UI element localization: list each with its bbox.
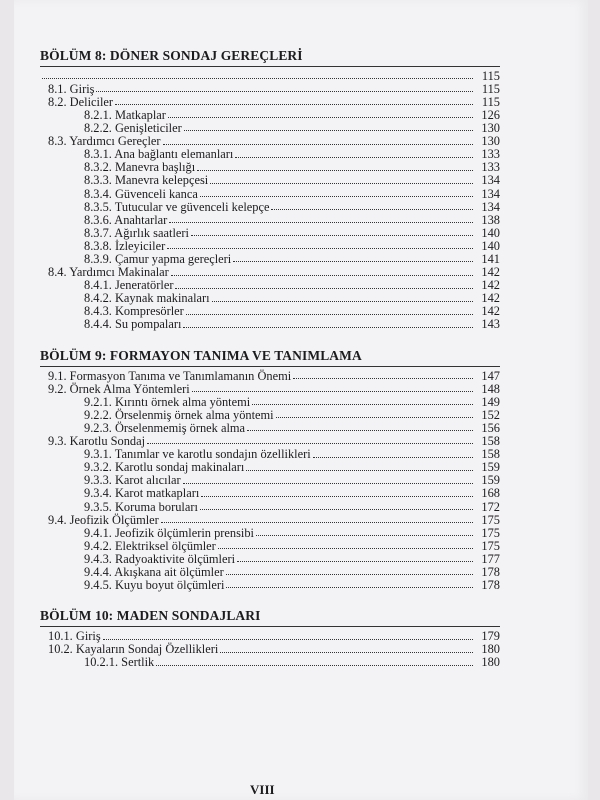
toc-entry (40, 643, 500, 656)
toc-entry-page: 142 (481, 304, 500, 319)
dot-leader (163, 143, 473, 145)
toc-entry (40, 279, 500, 292)
toc-entry-label: 9.2. Örnek Alma Yöntemleri (48, 381, 190, 396)
toc-entry-label: 9.1. Formasyon Tanıma ve Tanımlamanın Önemi (48, 368, 292, 383)
dot-leader (252, 403, 473, 405)
toc-entry (40, 513, 500, 526)
dot-leader (212, 300, 473, 302)
dot-leader (220, 651, 473, 653)
toc-entry-label: 8.3.3. Manevra kelepçesi (84, 173, 209, 188)
toc-entry-page: 180 (481, 655, 500, 670)
toc-entry-label: 9.3.2. Karotlu sondaj makinaları (84, 460, 245, 475)
toc-entry (40, 174, 500, 187)
toc-entry-page: 142 (481, 278, 500, 293)
toc-entry-label: 9.4.2. Elektriksel ölçümler (84, 538, 216, 553)
toc-entry-page: 178 (481, 564, 500, 579)
dot-leader (184, 129, 473, 131)
toc-entry-page: 140 (481, 225, 500, 240)
toc-entry (40, 578, 500, 591)
toc-entry (40, 500, 500, 513)
dot-leader (191, 234, 473, 236)
toc-entry (40, 305, 500, 318)
toc-entry-label: 9.4.3. Radyoaktivite ölçümleri (84, 551, 236, 566)
toc-entry (40, 95, 500, 108)
toc-entry (40, 108, 500, 121)
toc-entry-label: 9.2.2. Örselenmiş örnek alma yöntemi (84, 407, 274, 422)
toc-entry-label: 9.3.5. Koruma boruları (84, 499, 198, 514)
dot-leader (197, 169, 473, 171)
toc-entry (40, 148, 500, 161)
toc-entry-page: 175 (481, 512, 500, 527)
dot-leader (226, 573, 473, 575)
toc-entry-page: 126 (481, 107, 500, 122)
dot-leader (42, 77, 473, 79)
toc-entry-page: 152 (481, 407, 500, 422)
toc-entry-page: 130 (481, 121, 500, 136)
toc-entry (40, 552, 500, 565)
toc-entry-label: 8.4. Yardımcı Makinalar (48, 265, 169, 280)
book-page (14, 0, 588, 800)
dot-leader (96, 90, 473, 92)
dot-leader (313, 456, 473, 458)
dot-leader (200, 195, 473, 197)
toc-entry-label: 8.3.9. Çamur yapma gereçleri (84, 252, 232, 266)
toc-entry (40, 461, 500, 474)
dot-leader (271, 208, 473, 210)
toc-entry (40, 474, 500, 487)
toc-entry (40, 539, 500, 552)
toc-entry (40, 226, 500, 239)
toc-entry-page: 142 (481, 265, 500, 280)
dot-leader (169, 221, 473, 223)
toc-entry-label: 8.3.1. Ana bağlantı elemanları (84, 147, 234, 162)
dot-leader (156, 664, 473, 666)
dot-leader (186, 313, 473, 315)
dot-leader (167, 247, 473, 249)
chapter-heading: BÖLÜM 8: DÖNER SONDAJ GEREÇLERİ (40, 48, 303, 63)
dot-leader (293, 377, 473, 379)
toc-entry (40, 565, 500, 578)
toc-entry-page: 134 (481, 173, 500, 188)
dot-leader (226, 586, 473, 588)
toc-entry-label: 9.4.1. Jeofizik ölçümlerin prensibi (84, 525, 254, 540)
toc-entry (40, 200, 500, 213)
toc-entry-page: 115 (481, 81, 500, 96)
toc-entry-page: 115 (481, 68, 500, 83)
toc-entry (40, 395, 500, 408)
dot-leader (183, 326, 473, 328)
toc-entry (40, 82, 500, 95)
dot-leader (115, 103, 473, 105)
toc-entry (40, 369, 500, 382)
toc-entry-label: 9.3.1. Tanımlar ve karotlu sondajın özellikleri (84, 447, 311, 462)
toc-entry (40, 408, 500, 421)
toc-entry-label: 8.3.5. Tutucular ve güvenceli kelepçe (84, 199, 270, 214)
toc-entry-page: 177 (481, 551, 500, 566)
dot-leader (147, 442, 473, 444)
toc-entry (40, 421, 500, 434)
dot-leader (276, 416, 473, 418)
dot-leader (168, 116, 473, 118)
toc-entry-label: 8.4.3. Kompresörler (84, 304, 184, 319)
toc-entry-label: 9.4.5. Kuyu boyut ölçümleri (84, 578, 225, 593)
toc-entry-label: 9.3.4. Karot matkapları (84, 486, 200, 501)
toc-entry-page: 143 (481, 317, 500, 332)
toc-entry-page: 158 (481, 434, 500, 449)
toc-entry-page: 147 (481, 368, 500, 383)
toc-entry-page: 175 (481, 525, 500, 540)
toc-entry-page: 179 (481, 629, 500, 644)
toc-entry-label: 9.4. Jeofizik Ölçümler (48, 512, 159, 527)
table-of-contents (40, 48, 500, 669)
toc-entry (40, 69, 500, 82)
toc-entry-label: 8.3.7. Ağırlık saatleri (84, 225, 189, 240)
toc-entry-label: 8.2.2. Genişleticiler (84, 121, 182, 136)
toc-entry-label: 8.1. Giriş (48, 81, 95, 96)
toc-entry-page: 115 (481, 94, 500, 109)
toc-entry-page: 133 (481, 160, 500, 175)
toc-entry-page: 159 (481, 473, 500, 488)
dot-leader (218, 547, 473, 549)
toc-entry-page: 141 (481, 252, 500, 266)
toc-entry-label: 10.1. Giriş (48, 629, 101, 644)
toc-entry-label: 8.3.2. Manevra başlığı (84, 160, 196, 175)
dot-leader (175, 287, 473, 289)
toc-entry (40, 382, 500, 395)
toc-entry-page: 159 (481, 460, 500, 475)
toc-entry (40, 292, 500, 305)
dot-leader (103, 638, 473, 640)
dot-leader (256, 534, 473, 536)
toc-entry-page: 149 (481, 394, 500, 409)
toc-entry-label: 8.3.6. Anahtarlar (84, 212, 168, 227)
toc-entry-page: 172 (481, 499, 500, 514)
toc-entry (40, 187, 500, 200)
toc-entry-label: 8.3. Yardımcı Gereçler (48, 134, 161, 149)
chapter-heading: BÖLÜM 10: MADEN SONDAJLARI (40, 608, 261, 624)
dot-leader (201, 495, 473, 497)
toc-entry (40, 265, 500, 278)
toc-entry-label: 9.3.3. Karot alıcılar (84, 473, 181, 488)
toc-entry-page: 140 (481, 238, 500, 253)
toc-entry-page: 178 (481, 578, 500, 593)
toc-entry-label: 9.2.3. Örselenmemiş örnek alma (84, 420, 246, 435)
toc-entry (40, 447, 500, 460)
toc-entry-label: 8.2. Deliciler (48, 94, 114, 109)
dot-leader (233, 260, 473, 262)
toc-entry-page: 158 (481, 447, 500, 462)
dot-leader (237, 560, 473, 562)
chapter-heading: BÖLÜM 9: FORMAYON TANIMA VE TANIMLAMA (40, 347, 362, 363)
chapter-rule (40, 366, 500, 367)
dot-leader (210, 182, 473, 184)
dot-leader (235, 156, 473, 158)
toc-entry-label: 9.3. Karotlu Sondaj (48, 434, 146, 449)
toc-entry (40, 656, 500, 669)
dot-leader (246, 469, 473, 471)
toc-entry (40, 239, 500, 252)
toc-entry-label: 8.4.4. Su pompaları (84, 317, 182, 332)
toc-entry-page: 130 (481, 134, 500, 149)
toc-entry-page: 148 (481, 381, 500, 396)
toc-entry-label: 9.4.4. Akışkana ait ölçümler (84, 564, 224, 579)
chapter-rule (40, 626, 500, 627)
toc-entry-label: 8.2.1. Matkaplar (84, 107, 166, 122)
toc-entry (40, 434, 500, 447)
toc-entry (40, 487, 500, 500)
dot-leader (192, 390, 473, 392)
toc-entry-page: 180 (481, 642, 500, 657)
toc-entry (40, 121, 500, 134)
toc-entry-label: 9.2.1. Kırıntı örnek alma yöntemi (84, 394, 251, 409)
toc-entry-label: 8.4.2. Kaynak makinaları (84, 291, 210, 306)
toc-entry-page: 134 (481, 186, 500, 201)
toc-entry-page: 142 (481, 291, 500, 306)
toc-entry-label: 10.2.1. Sertlik (84, 655, 155, 670)
toc-entry-label: 8.3.8. İzleyiciler (84, 238, 166, 253)
toc-entry-page: 168 (481, 486, 500, 501)
dot-leader (171, 274, 473, 276)
toc-entry (40, 213, 500, 226)
chapter-rule (40, 66, 500, 67)
toc-entry-page: 138 (481, 212, 500, 227)
toc-entry-label: 8.3.4. Güvenceli kanca (84, 186, 198, 201)
toc-entry-page: 133 (481, 147, 500, 162)
page-number-folio: VIII (250, 782, 275, 797)
toc-entry (40, 134, 500, 147)
dot-leader (161, 521, 473, 523)
toc-entry (40, 161, 500, 174)
toc-entry-page: 134 (481, 199, 500, 214)
toc-entry (40, 318, 500, 331)
toc-entry (40, 629, 500, 642)
dot-leader (247, 429, 473, 431)
toc-entry-label: 10.2. Kayaların Sondaj Özellikleri (48, 642, 219, 657)
dot-leader (200, 508, 473, 510)
dot-leader (183, 482, 473, 484)
toc-entry-page: 175 (481, 538, 500, 553)
toc-entry (40, 526, 500, 539)
toc-entry (40, 252, 500, 265)
toc-entry-page: 156 (481, 420, 500, 435)
toc-entry-label: 8.4.1. Jeneratörler (84, 278, 174, 293)
